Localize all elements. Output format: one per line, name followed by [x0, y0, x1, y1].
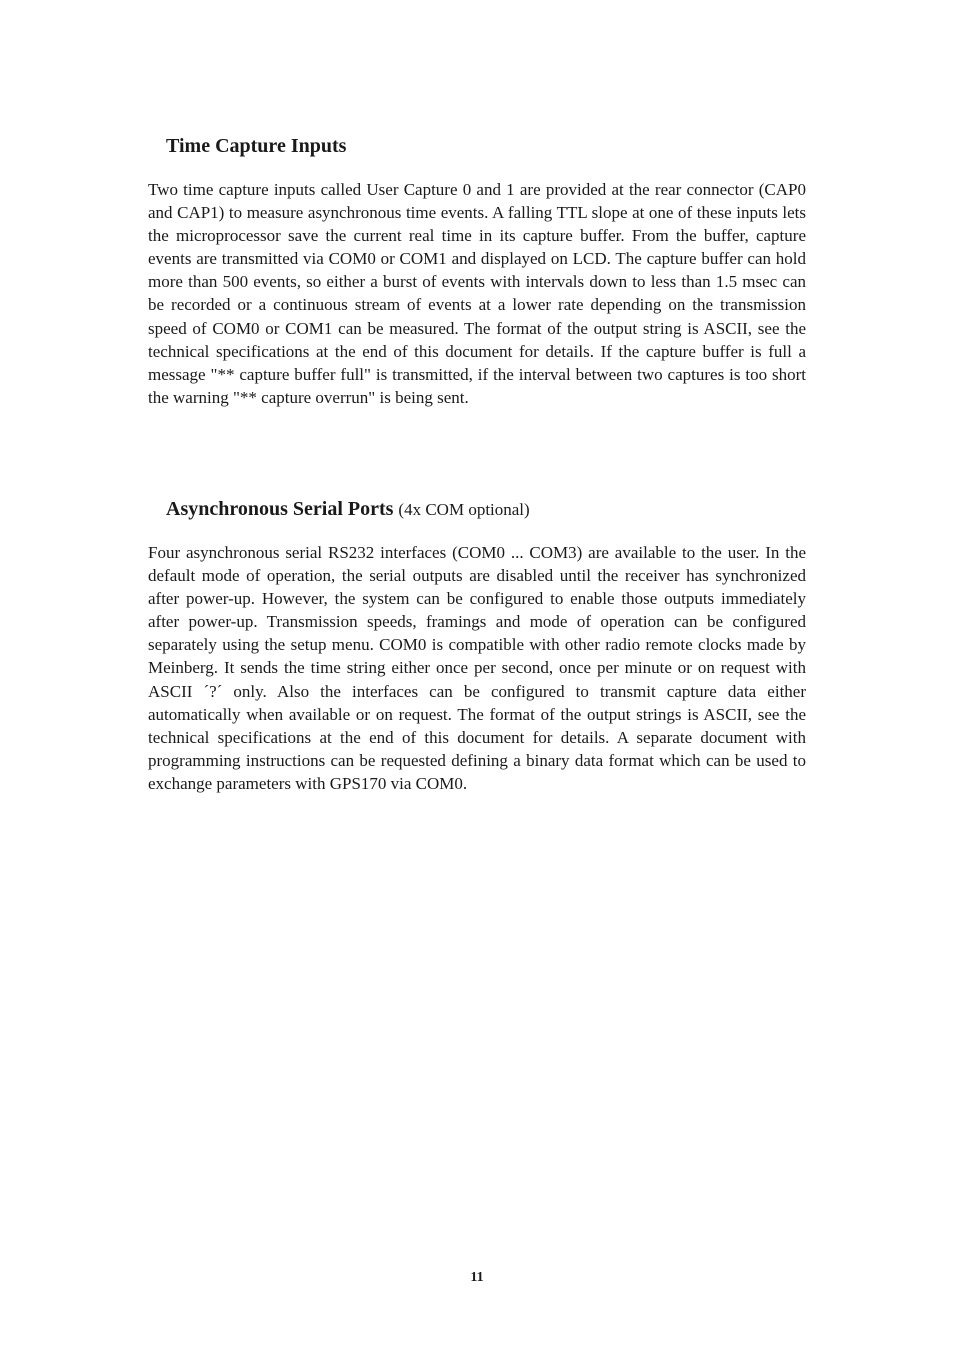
section-heading-asynchronous-serial-ports	[166, 497, 530, 522]
page-number: 11	[470, 1270, 484, 1285]
section-paragraph-time-capture-inputs: Two time capture inputs called User Capture 0 and 1 are provided at the rear connector (CAP0 and CAP1) to measure asynchronous time events. A falling TTL slope at one of these inputs lets the microprocessor save the current real time in its capture buffer. From the buffer, capture events are transmitted via COM0 or COM1 and displayed on LCD. The capture buffer can hold more than 500 events, so either a burst of events with intervals down to less than 1.5 msec can be recorded or a continuous stream of events at a lower rate depending on the transmission speed of COM0 or COM1 can be measured. The format of the output string is ASCII, see the technical specifications at the end of this document for details. If the capture buffer is full a message "** capture buffer full" is transmitted, if the interval between two captures is too short the warning "** capture overrun" is being sent.	[148, 180, 806, 407]
section-paragraph-asynchronous-serial-ports: Four asynchronous serial RS232 interfaces (COM0 ... COM3) are available to the user. In the default mode of operation, the serial outputs are disabled until the receiver has synchronized after power-up. However, the system can be configured to enable those outputs immediately after power-up. Transmission speeds, framings and mode of operation can be configured separately using the setup menu. COM0 is compatible with other radio remote clocks made by Meinberg. It sends the time string either once per second, once per minute or on request with ASCII ´?´ only. Also the interfaces can be configured to transmit capture data either automatically when available or on request. The format of the output strings is ASCII, see the technical specifications at the end of this document for details. A separate document with programming instructions can be requested defining a binary data format which can be used to exchange parameters with GPS170 via COM0.	[148, 543, 806, 793]
heading-text: Asynchronous Serial Ports	[166, 498, 394, 520]
section-heading-time-capture-inputs	[166, 134, 346, 158]
heading-text: Time Capture Inputs	[166, 135, 347, 157]
heading-note: (4x COM optional)	[398, 500, 530, 519]
